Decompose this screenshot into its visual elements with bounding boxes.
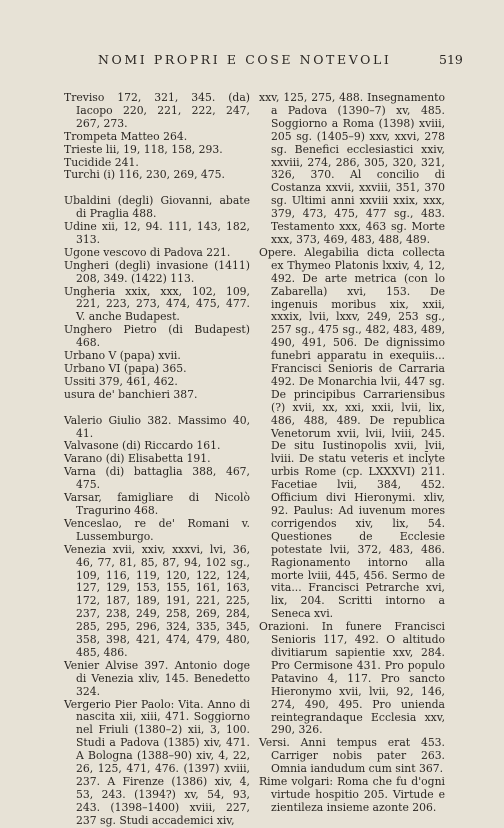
index-entry: Venezia xvii, xxiv, xxxvi, lvi, 36, 46, 77, 81, 85, 87, 94, 102 sg., 109, 116, 119, 120, 122, 124, 127, 129, 153, 155, 161, 163, 172, 187, 189, 191, 221, 225, 237, 238, 249, 258, 269, 284, 285, 295, 296, 324, 335, 345, 358, 398, 421, 474, 479, 480, 485, 486.: [64, 542, 250, 659]
index-entry: Ubaldini (degli) Giovanni, abate di Praglia 488.: [64, 194, 250, 221]
index-entry: Valerio Giulio 382. Massimo 40, 41.: [64, 413, 250, 440]
index-entry: Varano (di) Elisabetta 191.: [64, 452, 211, 466]
index-entry: usura de' banchieri 387.: [64, 387, 198, 401]
index-entry: Opere. Alegabilia dicta collecta ex Thymeo Platonis lxxiv, 4, 12, 492. De arte metrica (con lo Zabarella) xvi, 153. De ingenuis moribus xix, xxii, xxxix, lvii, lxxv, 249, 253 sg., 257 sg., 475 sg., 482, 483, 489, 490, 491, 506. De dignissimo funebri apparatu in exequiis... Francisci Senioris de Carraria 492. De Monarchia lvii, 447 sg. De principibus Carrariensibus (?) xvii, xx, xxi, xxii, lvii, lix, 486, 488, 489. De republica Venetorum xvii, lvii, lviii, 245. De situ Iustinopolis xvii, lvii, lviii. De statu veteris et incl̄yte urbis Rome (cp. LXXXVI) 211. Facetiae lvii, 384, 452. Officium divi Hieronymi. xliv, 92. Paulus: Ad iuvenum mores corrigendos xiv, lix, 54. Questiones de Ecclesie potestate lvii, 372, 483, 486. Ragionamento intorno alla morte lviii, 445, 456. Sermo de vita... Francisci Petrarche xvi, lix, 204. Scritti intorno a Seneca xvi.: [259, 245, 445, 621]
index-entry: Varna (di) battaglia 388, 467, 475.: [64, 465, 250, 492]
index-entry: Ungheri (degli) invasione (1411) 208, 349. (1422) 113.: [64, 258, 250, 285]
index-entry: Rime volgari: Roma che fu d'ogni virtude hospitio 205. Virtude e zientileza insieme azonte 206.: [259, 775, 445, 814]
index-entry: Udine xii, 12, 94. 111, 143, 182, 313.: [64, 220, 250, 246]
index-entry: xxv, 125, 275, 488. Insegnamento a Padova (1390–7) xv, 485. Soggiorno a Roma (1398) xviii, 205 sg. (1405–9) xxv, xxvi, 278 sg. Benefici ecclesiastici xxiv, xxviii, 274, 286, 305, 320, 321, 326, 370. Al concilio di Costanza xxvii, xxviii, 351, 370 sg. Ultimi anni xxviii xxix, xxx, 379, 473, 475, 477 sg., 483. Testamento xxx, 463 sg. Morte xxx, 373, 469, 483, 488, 489.: [259, 91, 445, 246]
index-entry: Urbano VI (papa) 365.: [64, 362, 187, 376]
index-entry: Ugone vescovo di Padova 221.: [64, 245, 231, 259]
index-entry: Venceslao, re de' Romani v. Lussemburgo.: [64, 516, 250, 543]
index-entry: Trompeta Matteo 264.: [64, 129, 188, 143]
index-entry: Vergerio Pier Paolo: Vita. Anno di nascita xii, xiii, 471. Soggiorno nel Friuli (1380–2) xii, 3, 100. Studi a Padova (1385) xiv, 471. A Bologna (1388–90) xiv, 4, 22, 26, 125, 471, 476. (1397) xviii, 237. A Firenze (1386) xiv, 4, 53, 243. (1394?) xv, 54, 93, 243. (1398–1400) xviii, 227, 237 sg. Studi accademici xiv,: [64, 697, 250, 827]
index-entry: Ungheria xxix, xxx, 102, 109, 221, 223, 273, 474, 475, 477. V. anche Budapest.: [64, 284, 250, 324]
running-header: [0, 52, 504, 70]
index-entry: Orazioni. In funere Francisci Senioris 117, 492. O altitudo divitiarum sapientie xxv, 284. Pro Cermisone 431. Pro populo Patavino 4, 117. Pro sancto Hieronymo xvii, lvii, 92, 146, 274, 490, 495. Pro unienda reintegrandaque Ecclesia xxv, 290, 326.: [259, 620, 445, 737]
section-gap: [64, 402, 250, 415]
index-entry: Valvasone (di) Riccardo 161.: [64, 439, 221, 453]
index-entry: Tucidide 241.: [64, 155, 139, 169]
index-entry: Trieste lii, 19, 118, 158, 293.: [64, 142, 223, 156]
index-entry: Ussiti 379, 461, 462.: [64, 374, 178, 388]
index-entry: Venier Alvise 397. Antonio doge di Venezia xliv, 145. Benedetto 324.: [64, 658, 250, 698]
page-number: 519: [439, 52, 463, 67]
index-entry: Treviso 172, 321, 345. (da) Iacopo 220, 221, 222, 247, 267, 273.: [64, 91, 250, 130]
running-title: NOMI PROPRI E COSE NOTEVOLI: [98, 52, 392, 67]
index-entry: Urbano V (papa) xvii.: [64, 349, 181, 363]
index-entry: Turchi (i) 116, 230, 269, 475.: [64, 168, 225, 182]
index-entry: Varsar, famigliare di Nicolò Tragurino 468.: [64, 491, 250, 517]
index-entry: Unghero Pietro (di Budapest) 468.: [64, 323, 250, 350]
index-column-left: [64, 92, 250, 828]
index-column-right: [259, 92, 445, 815]
index-entry: Versi. Anni tempus erat 453. Carriger nobis pater 263. Omnia iandudum cum sint 367.: [259, 736, 445, 776]
